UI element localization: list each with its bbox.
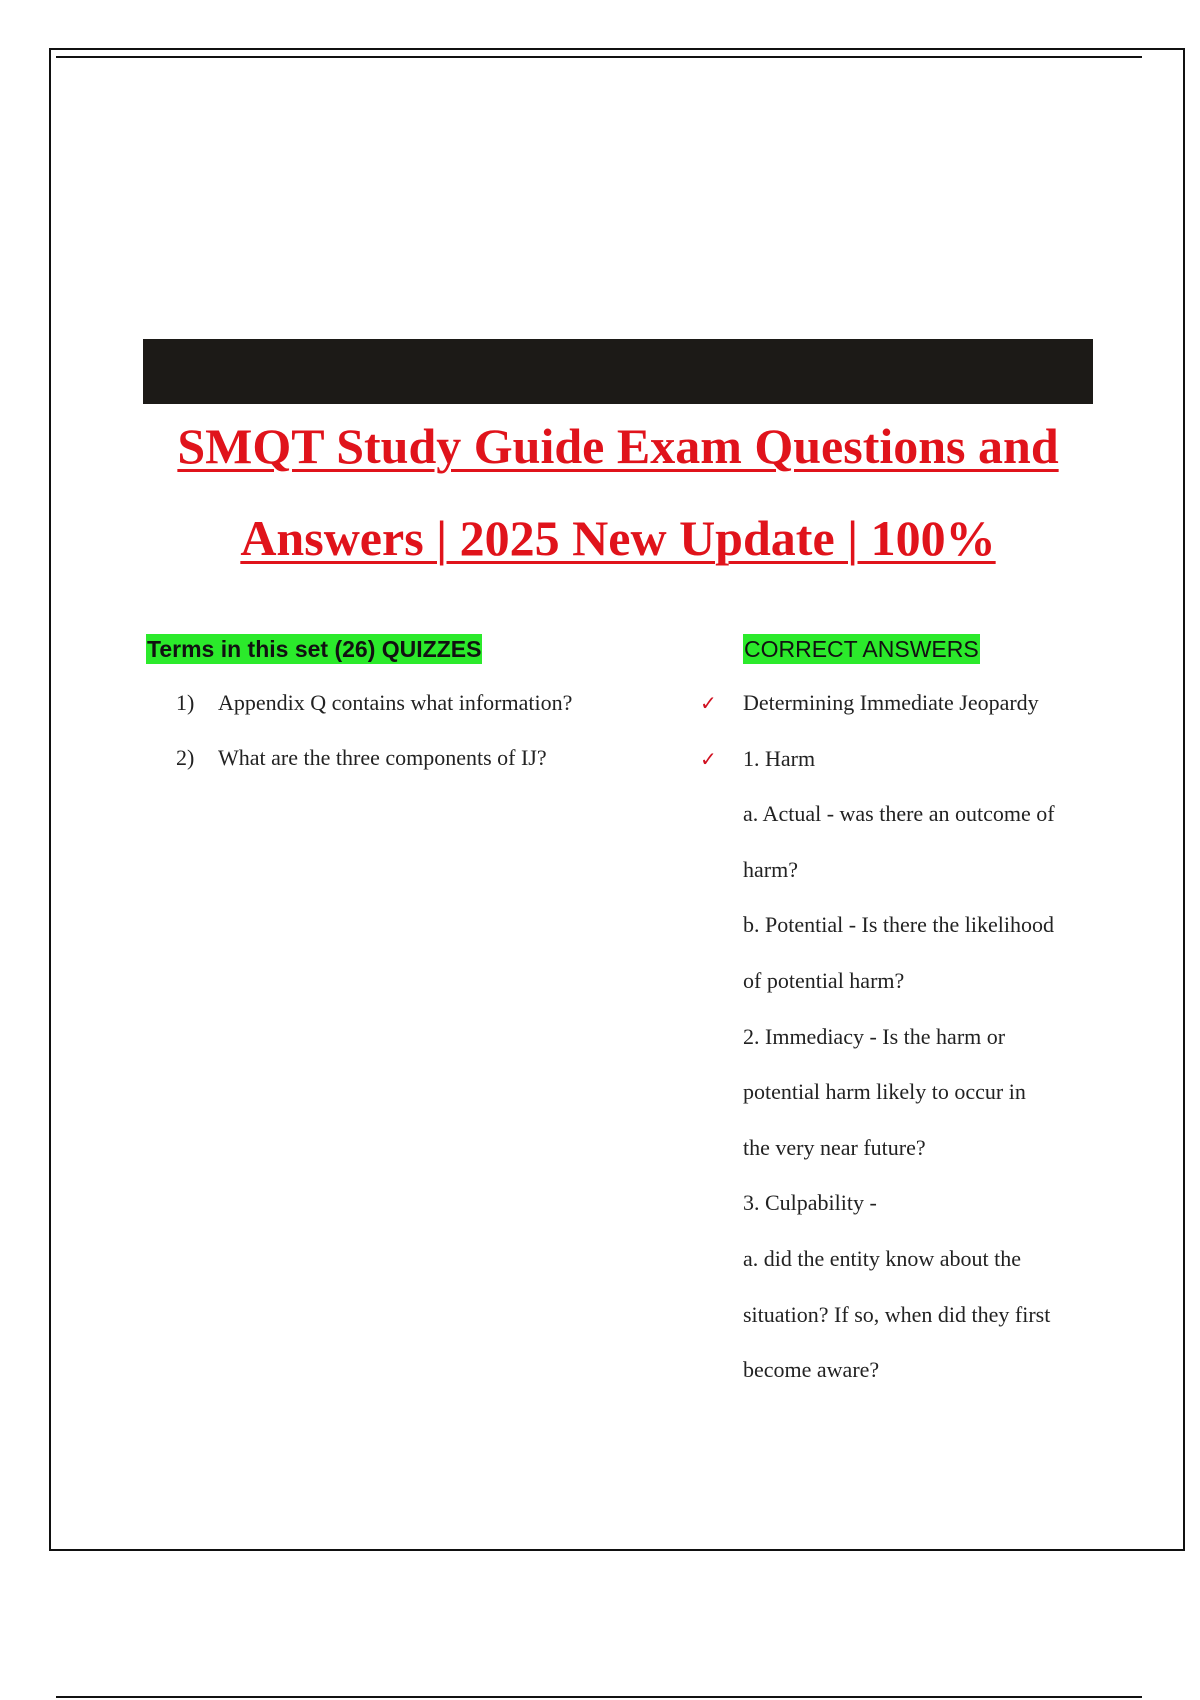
- answer-line: [700, 855, 1100, 885]
- answer-text: harm?: [743, 856, 798, 882]
- question-number: 2): [176, 745, 195, 770]
- bottom-rule: [56, 1696, 1142, 1698]
- answer-line: [700, 910, 1100, 940]
- answer-indent: [700, 1355, 743, 1385]
- answer-text: 2. Immediacy - Is the harm or: [743, 1023, 1006, 1049]
- answer-text: a. did the entity know about the: [743, 1245, 1021, 1271]
- answer-line: [700, 1355, 1100, 1385]
- answer-line: [700, 1244, 1100, 1274]
- top-rule: [56, 56, 1142, 58]
- answer-line: [700, 688, 1100, 718]
- answer-indent: [700, 1077, 743, 1107]
- answer-line: [700, 1077, 1100, 1107]
- answer-line: [700, 1133, 1100, 1163]
- check-icon: ✓: [700, 746, 717, 771]
- answer-text: Determining Immediate Jeopardy: [743, 690, 1039, 715]
- terms-heading: Terms in this set (26) QUIZZES: [147, 636, 482, 662]
- answer-indent: [700, 1133, 743, 1163]
- question-item: [176, 743, 656, 773]
- answer-indent: [700, 799, 743, 829]
- answer-line: [700, 1188, 1100, 1218]
- answer-text: become aware?: [743, 1357, 880, 1383]
- answer-line: [700, 966, 1100, 996]
- redaction-banner: [143, 339, 1093, 404]
- answer-text: a. Actual - was there an outcome of: [743, 801, 1055, 827]
- answer-line: [700, 1022, 1100, 1052]
- answer-text: b. Potential - Is there the likelihood: [743, 912, 1054, 938]
- question-text: Appendix Q contains what information?: [218, 690, 573, 715]
- answer-line: [700, 1300, 1100, 1330]
- answer-indent: [700, 1244, 743, 1274]
- answer-text: the very near future?: [743, 1134, 926, 1160]
- answer-list: [700, 688, 1100, 1411]
- answer-indent: [700, 1188, 743, 1218]
- question-number: 1): [176, 690, 195, 715]
- question-item: [176, 688, 656, 718]
- document-title: [130, 400, 1106, 584]
- answer-text: of potential harm?: [743, 967, 905, 993]
- title-line-1: SMQT Study Guide Exam Questions and: [177, 418, 1059, 474]
- answer-indent: [700, 1022, 743, 1052]
- answer-indent: [700, 1300, 743, 1330]
- answer-line: [700, 744, 1100, 774]
- answer-indent: [700, 910, 743, 940]
- answer-text: 1. Harm: [743, 745, 816, 771]
- title-line-2: Answers | 2025 New Update | 100%: [240, 510, 996, 566]
- question-text: What are the three components of IJ?: [218, 745, 547, 770]
- answer-indent: [700, 855, 743, 885]
- answer-text: potential harm likely to occur in: [743, 1079, 1026, 1105]
- check-icon: ✓: [700, 691, 717, 715]
- answer-text: situation? If so, when did they first: [743, 1301, 1051, 1327]
- question-list: [176, 688, 656, 798]
- answers-heading: CORRECT ANSWERS: [744, 636, 979, 662]
- answer-indent: [700, 966, 743, 996]
- answer-line: [700, 799, 1100, 829]
- answer-text: 3. Culpability -: [743, 1190, 877, 1216]
